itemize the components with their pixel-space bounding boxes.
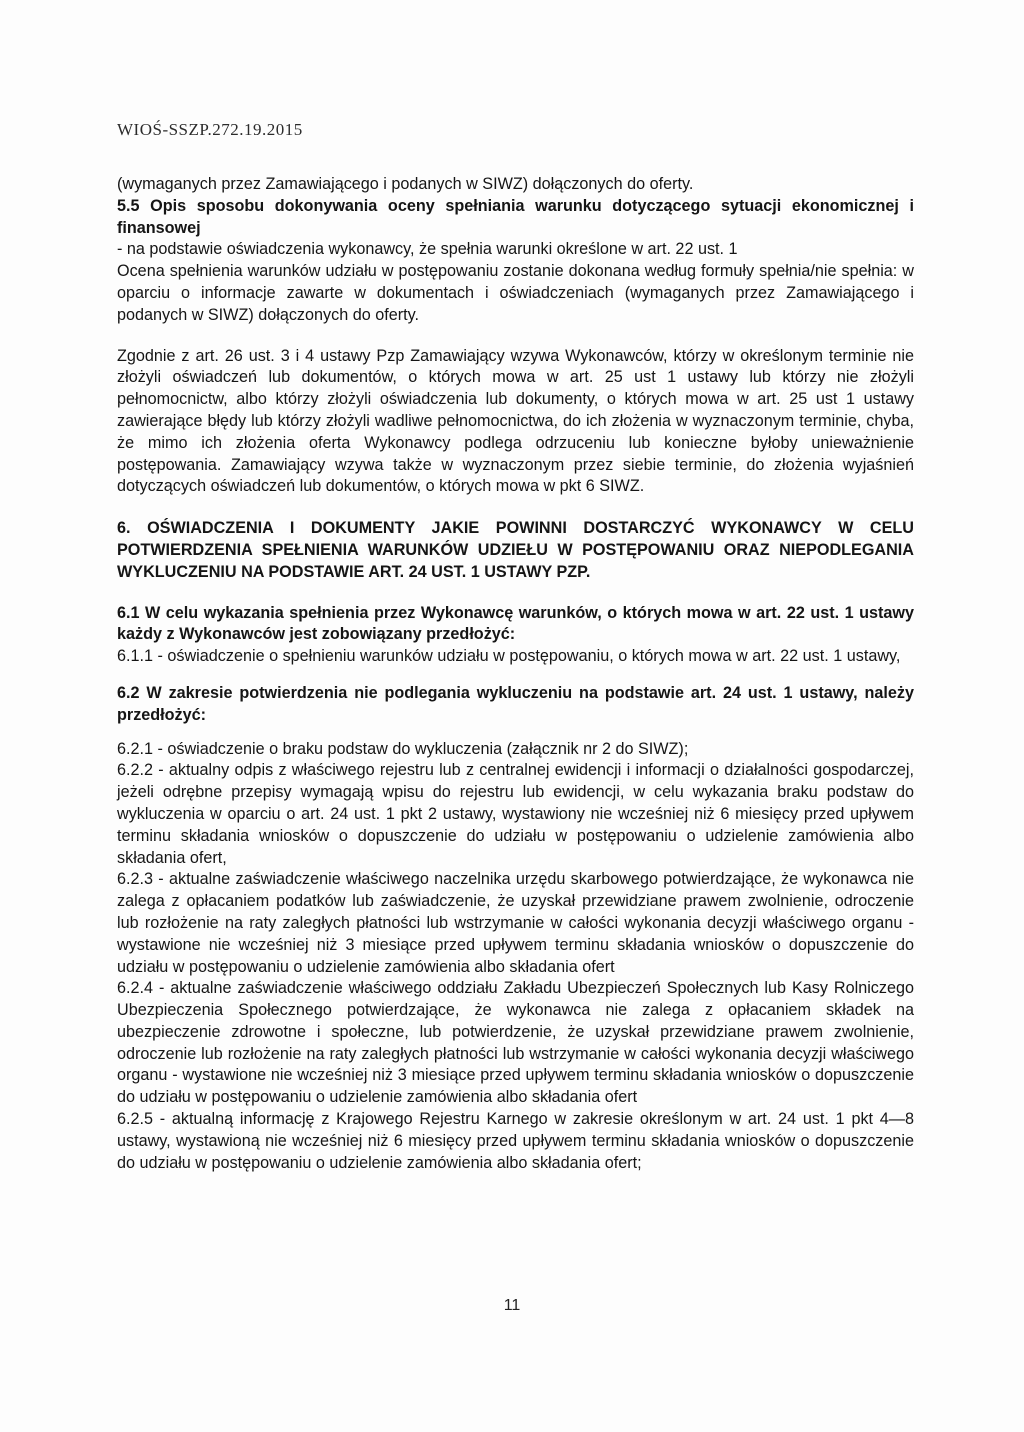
section-6-2-heading: 6.2 W zakresie potwierdzenia nie podlegania wykluczeniu na podstawie art. 24 ust. 1 ustawy, należy przedłożyć: (117, 683, 914, 724)
section-5-5-heading: 5.5 Opis sposobu dokonywania oceny spełniania warunku dotyczącego sytuacji ekonomicznej i finansowej (117, 196, 914, 237)
page-number: 11 (503, 1297, 521, 1314)
item-6-2-4: 6.2.4 - aktualne zaświadczenie właściwego oddziału Zakładu Ubezpieczeń Społecznych lub Kasy Rolniczego Ubezpieczenia Społecznego potwierdzające, że wykonawca nie zalega z opłacaniem składek na ubezpieczenie zdrowotne i społeczne, lub potwierdzenie, że uzyskał przewidziane prawem zwolnienie, odroczenie lub rozłożenie na raty zaległych płatności lub wstrzymanie w całości wykonania decyzji właściwego organu - wystawione nie wcześniej niż 3 miesiące przed upływem terminu składania wniosków o dopuszczenie do udziału w postępowaniu o udzielenie zamówienia albo składania ofert (117, 979, 914, 1107)
paragraph-art-26: Zgodnie z art. 26 ust. 3 i 4 ustawy Pzp Zamawiający wzywa Wykonawców, którzy w określonym terminie nie złożyli oświadczeń lub dokumentów, o których mowa w art. 25 ust 1 ustawy lub którzy nie złożyli pełnomocnictw, albo którzy złożyli oświadczenia lub dokumenty, o których mowa w art. 25 ust 1 ustawy zawierające błędy lub którzy złożyli wadliwe pełnomocnictwa, do ich złożenia w wyznaczonym terminie, chyba, że mimo ich złożenia oferta Wykonawcy podlega odrzuceniu lub konieczne byłoby unieważnienie postępowania. Zamawiający wzywa także w wyznaczonym przez siebie terminie, do złożenia wyjaśnień dotyczących oświadczeń lub dokumentów, o których mowa w pkt 6 SIWZ. (117, 346, 914, 496)
item-6-2-2: 6.2.2 - aktualny odpis z właściwego rejestru lub z centralnej ewidencji i informacji o działalności gospodarczej, jeżeli odrębne przepisy wymagają wpisu do rejestru lub ewidencji, w celu wykazania braku podstaw do wykluczenia w oparciu o art. 24 ust. 1 pkt 2 ustawy, wystawiony nie wcześniej niż 6 miesięcy przed upływem terminu składania wniosków o dopuszczenie do udziału w postępowaniu o udzielenie zamówienia albo składania ofert, (117, 761, 914, 867)
item-6-2-5: 6.2.5 - aktualną informację z Krajowego Rejestru Karnego w zakresie określonym w art. 24 ust. 1 pkt 4—8 ustawy, wystawioną nie wcześniej niż 6 miesięcy przed upływem terminu składania wniosków o dopuszczenie do udziału w postępowaniu o udzielenie zamówienia albo składania ofert; (117, 1110, 914, 1172)
paragraph-5-5-basis: - na podstawie oświadczenia wykonawcy, że spełnia warunki określone w art. 22 ust. 1 (117, 240, 738, 259)
document-reference: WIOŚ-SSZP.272.19.2015 (117, 120, 303, 139)
paragraph-5-5-evaluation: Ocena spełnienia warunków udziału w postępowaniu zostanie dokonana według formuły spełnia/nie spełnia: w oparciu o informacje zawarte w dokumentach i oświadczeniach (wymaganych przez Zamawiającego i podanych w SIWZ) dołączonych do oferty. (117, 262, 914, 324)
section-6-1-heading: 6.1 W celu wykazania spełnienia przez Wykonawcę warunków, o których mowa w art. 22 ust. 1 ustawy każdy z Wykonawców jest zobowiązany przedłożyć: (117, 603, 914, 644)
section-6-heading: 6. OŚWIADCZENIA I DOKUMENTY JAKIE POWINNI DOSTARCZYĆ WYKONAWCY W CELU POTWIERDZENIA SPEŁNIENIA WARUNKÓW UDZIEŁU W POSTĘPOWANIU ORAZ NIEPODLEGANIA WYKLUCZENIU NA PODSTAWIE ART. 24 UST. 1 USTAWY PZP. (117, 519, 914, 581)
document-body (117, 174, 914, 1174)
item-6-1-1: 6.1.1 - oświadczenie o spełnieniu warunków udziału w postępowaniu, o których mowa w art. 22 ust. 1 ustawy, (117, 647, 901, 666)
paragraph-oferty-continuation: (wymaganych przez Zamawiającego i podanych w SIWZ) dołączonych do oferty. (117, 175, 694, 193)
item-6-2-1: 6.2.1 - oświadczenie o braku podstaw do wykluczenia (załącznik nr 2 do SIWZ); (117, 739, 689, 758)
item-6-2-3: 6.2.3 - aktualne zaświadczenie właściwego naczelnika urzędu skarbowego potwierdzające, że wykonawca nie zalega z opłacaniem podatków lub zaświadczenie, że uzyskał przewidziane prawem zwolnienie, odroczenie lub rozłożenie na raty zaległych płatności lub wstrzymanie w całości wykonania decyzji właściwego organu - wystawione nie wcześniej niż 3 miesiące przed upływem terminu składania wniosków o dopuszczenie do udziału w postępowaniu o udzielenie zamówienia albo składania ofert (117, 870, 914, 976)
